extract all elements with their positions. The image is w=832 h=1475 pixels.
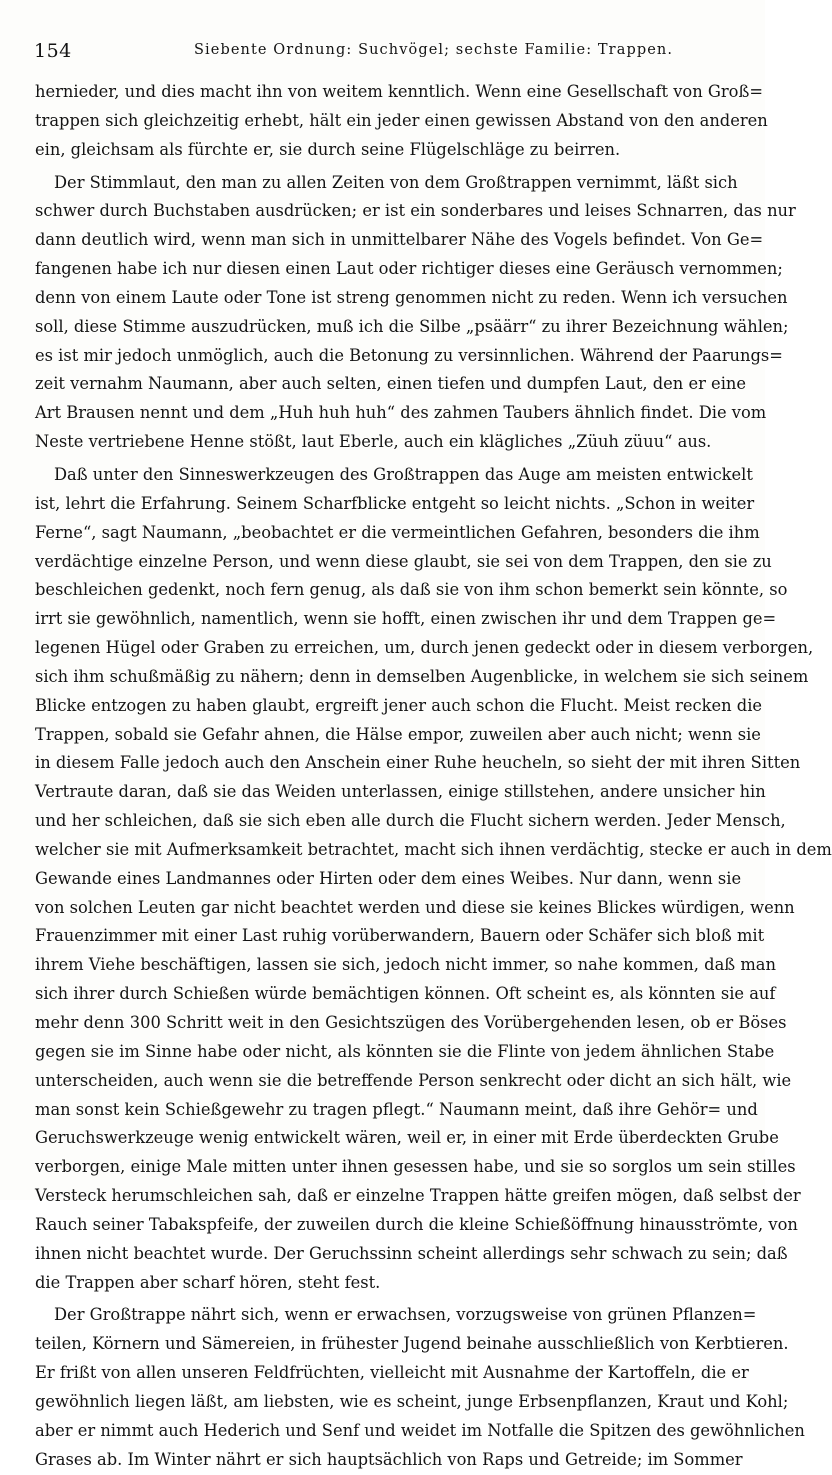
running-head: Siebente Ordnung: Suchvögel; sechste Familie: Trappen. (194, 42, 674, 58)
text-line: gewöhnlich liegen läßt, am liebsten, wie es scheint, junge Erbsenpflanzen, Kraut und Kohl; (35, 1391, 789, 1411)
text-line: Trappen, sobald sie Gefahr ahnen, die Hälse empor, zuweilen aber auch nicht; wenn sie (35, 724, 761, 744)
text-line: in diesem Falle jedoch auch den Anschein einer Ruhe heucheln, so sieht der mit ihren Sitten (35, 753, 801, 773)
text-line: teilen, Körnern und Sämereien, in frühester Jugend beinahe ausschließlich von Kerbtieren. (35, 1334, 789, 1354)
text-line: Neste vertriebene Henne stößt, laut Eberle, auch ein klägliches „Züuh züuu“ aus. (35, 432, 712, 452)
text-line: von solchen Leuten gar nicht beachtet werden und diese sie keines Blickes würdigen, wenn (35, 897, 795, 917)
text-line: Geruchswerkzeuge wenig entwickelt wären, weil er, in einer mit Erde überdeckten Grube (35, 1128, 779, 1148)
text-line: trappen sich gleichzeitig erhebt, hält ein jeder einen gewissen Abstand von den anderen (35, 110, 768, 130)
text-line: dann deutlich wird, wenn man sich in unmittelbarer Nähe des Vogels befindet. Von Ge= (35, 230, 764, 250)
text-line: verdächtige einzelne Person, und wenn diese glaubt, sie sei von dem Trappen, den sie zu (35, 551, 772, 571)
text-line: sich ihm schußmäßig zu nähern; denn in demselben Augenblicke, in welchem sie sich seinem (35, 666, 809, 686)
text-line: Vertraute daran, daß sie das Weiden unterlassen, einige stillstehen, andere unsicher hin (35, 782, 766, 802)
text-line: unterscheiden, auch wenn sie die betreffende Person senkrecht oder dicht an sich hält, wie (35, 1070, 792, 1090)
text-line: Er frißt von allen unseren Feldfrüchten, vielleicht mit Ausnahme der Kartoffeln, die er (35, 1363, 749, 1383)
text-line: legenen Hügel oder Graben zu erreichen, um, durch jenen gedeckt oder in diesem verborgen, (35, 638, 814, 658)
text-line: ihnen nicht beachtet wurde. Der Geruchssinn scheint allerdings sehr schwach zu sein; daß (35, 1243, 788, 1263)
text-line: ein, gleichsam als fürchte er, sie durch seine Flügelschläge zu beirren. (35, 139, 621, 159)
text-line: fangenen habe ich nur diesen einen Laut oder richtiger dieses eine Geräusch vernommen; (35, 259, 783, 279)
paragraph (35, 169, 796, 457)
text-line: Rauch seiner Tabakspfeife, der zuweilen durch die kleine Schießöffnung hinausströmte, von (35, 1214, 798, 1234)
text-line: schwer durch Buchstaben ausdrücken; er ist ein sonderbares und leises Schnarren, das nur (35, 201, 796, 221)
paragraph (35, 461, 832, 1297)
text-line: Der Großtrappe nährt sich, wenn er erwachsen, vorzugsweise von grünen Pflanzen= (54, 1305, 757, 1325)
text-line: denn von einem Laute oder Tone ist streng genommen nicht zu reden. Wenn ich versuchen (35, 287, 788, 307)
paragraph (35, 78, 768, 165)
text-line: Blicke entzogen zu haben glaubt, ergreift jener auch schon die Flucht. Meist recken die (35, 695, 763, 715)
text-line: Art Brausen nennt und dem „Huh huh huh“ des zahmen Taubers ähnlich findet. Die vom (35, 403, 767, 423)
text-line: verborgen, einige Male mitten unter ihnen gesessen habe, und sie so sorglos um sein stilles (35, 1157, 796, 1177)
text-line: und her schleichen, daß sie sich eben alle durch die Flucht sichern werden. Jeder Mensch, (35, 811, 786, 831)
text-line: zeit vernahm Naumann, aber auch selten, einen tiefen und dumpfen Laut, den er eine (35, 374, 747, 394)
paragraph (35, 1301, 805, 1474)
text-line: mehr denn 300 Schritt weit in den Gesichtszügen des Vorübergehenden lesen, ob er Böses (35, 1013, 787, 1032)
text-line: beschleichen gedenkt, noch fern genug, als daß sie von ihm schon bemerkt sein könnte, so (35, 580, 788, 600)
text-line: Versteck herumschleichen sah, daß er einzelne Trappen hätte greifen mögen, daß selbst der (35, 1186, 801, 1206)
text-line: irrt sie gewöhnlich, namentlich, wenn sie hofft, einen zwischen ihr und dem Trappen ge= (35, 609, 777, 629)
page-header (34, 40, 731, 66)
text-line: es ist mir jedoch unmöglich, auch die Betonung zu versinnlichen. Während der Paarungs= (35, 345, 783, 365)
text-line: sich ihrer durch Schießen würde bemächtigen können. Oft scheint es, als könnten sie auf (35, 984, 776, 1004)
text-line: ihrem Viehe beschäftigen, lassen sie sich, jedoch nicht immer, so nahe kommen, daß man (35, 955, 776, 975)
text-line: gegen sie im Sinne habe oder nicht, als könnten sie die Flinte von jedem ähnlichen Stabe (35, 1041, 775, 1061)
page-number: 154 (34, 40, 72, 62)
text-line: Daß unter den Sinneswerkzeugen des Großtrappen das Auge am meisten entwickelt (54, 464, 753, 484)
text-line: aber er nimmt auch Hederich und Senf und weidet im Notfalle die Spitzen des gewöhnlichen (35, 1420, 805, 1440)
text-line: ist, lehrt die Erfahrung. Seinem Scharfblicke entgeht so leicht nichts. „Schon in weiter (35, 493, 755, 513)
text-line: die Trappen aber scharf hören, steht fest. (35, 1272, 381, 1292)
text-line: man sonst kein Schießgewehr zu tragen pflegt.“ Naumann meint, daß ihre Gehör= und (35, 1099, 758, 1119)
text-line: Frauenzimmer mit einer Last ruhig vorüberwandern, Bauern oder Schäfer sich bloß mit (35, 926, 765, 946)
body-text (35, 78, 832, 1475)
text-line: welcher sie mit Aufmerksamkeit betrachtet, macht sich ihnen verdächtig, stecke er auch in dem (35, 839, 832, 859)
text-line: hernieder, und dies macht ihn von weitem kenntlich. Wenn eine Gesellschaft von Groß= (35, 82, 763, 101)
text-line: Gewande eines Landmannes oder Hirten oder dem eines Weibes. Nur dann, wenn sie (35, 868, 742, 888)
text-line: soll, diese Stimme auszudrücken, muß ich die Silbe „psäärr“ zu ihrer Bezeichnung wählen; (35, 316, 789, 336)
text-line: Der Stimmlaut, den man zu allen Zeiten von dem Großtrappen vernimmt, läßt sich (54, 172, 738, 192)
text-line: Grases ab. Im Winter nährt er sich hauptsächlich von Raps und Getreide; im Sommer (35, 1449, 743, 1469)
text-line: Ferne“, sagt Naumann, „beobachtet er die vermeintlichen Gefahren, besonders die ihm (35, 522, 760, 542)
